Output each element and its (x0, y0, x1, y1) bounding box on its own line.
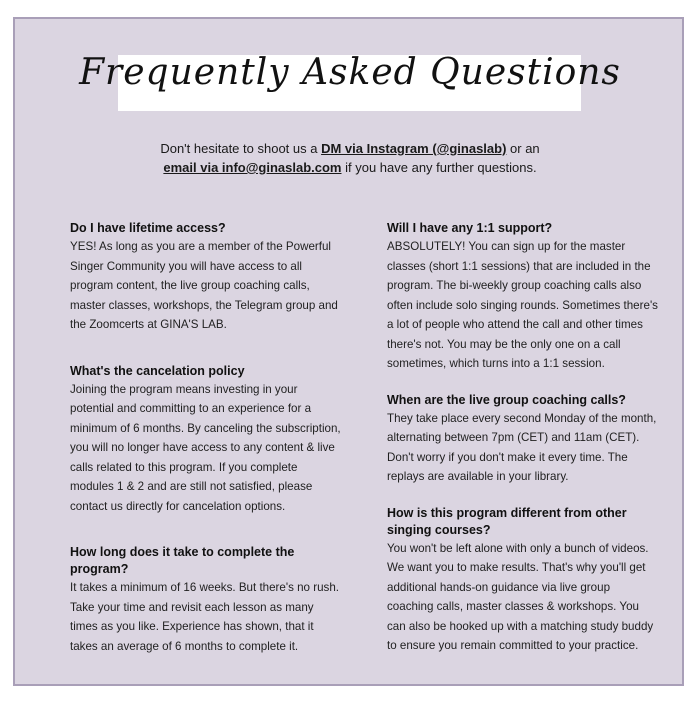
intro-text-2: or an (506, 141, 540, 156)
faq-item (70, 363, 342, 517)
faq-answer: Joining the program means investing in your potential and committing to an experience for a minimum of 6 months. By canceling the subscription, you will no longer have access to any content & live calls related to this program. If you complete modules 1 & 2 and are still not satisfied, please contact us directly for cancelation options. (70, 382, 341, 513)
faq-answer: YES! As long as you are a member of the Powerful Singer Community you will have access to all program content, the live group coaching calls, master classes, workshops, the Telegram group and the Zoomcerts at GINA'S LAB. (70, 240, 338, 331)
faq-item (387, 505, 659, 656)
faq-item (70, 220, 342, 335)
faq-column-left (70, 220, 342, 674)
faq-item (387, 392, 659, 487)
faq-column-right (387, 220, 659, 674)
faq-question: How is this program different from other singing courses? (387, 505, 627, 537)
faq-question: When are the live group coaching calls? (387, 392, 626, 407)
faq-question: How long does it take to complete the program? (70, 545, 295, 576)
faq-item (387, 220, 659, 374)
page-title: Frequently Asked Questions (79, 52, 621, 93)
faq-answer: It takes a minimum of 16 weeks. But there's no rush. Take your time and revisit each lesson as many times as you like. Experience has shown, that it takes an average of 6 months to complete it. (70, 581, 339, 653)
intro-text (0, 139, 700, 177)
intro-text-1: Don't hesitate to shoot us a (160, 141, 322, 156)
faq-question: Do I have lifetime access? (70, 221, 226, 235)
faq-answer: You won't be left alone with only a bunch of videos. We want you to make results. That's why you'll get additional hands-on guidance via live group coaching calls, master classes & workshops. You can also be hooked up with a matching study buddy to ensure you remain committed to your practice. (387, 541, 654, 652)
faq-question: What's the cancelation policy (70, 363, 245, 378)
faq-question: Will I have any 1:1 support? (387, 221, 553, 235)
intro-text-3: if you have any further questions. (341, 160, 537, 175)
instagram-dm-link[interactable]: DM via Instagram (@ginaslab) (321, 141, 507, 156)
faq-answer: ABSOLUTELY! You can sign up for the master classes (short 1:1 sessions) that are included in the program. The bi-weekly group coaching calls also often include solo singing rounds. Sometimes there's a lot of people who attend the call and other times there's not. You may be the only one on a call sometimes, which turns into a 1:1 session. (387, 240, 658, 370)
faq-item (70, 544, 342, 656)
email-link[interactable]: email via info@ginaslab.com (163, 160, 342, 175)
faq-answer: They take place every second Monday of the month, alternating between 7pm (CET) and 11am (CET). Don't worry if you don't make it every time. The replays are available in your library. (387, 411, 657, 483)
